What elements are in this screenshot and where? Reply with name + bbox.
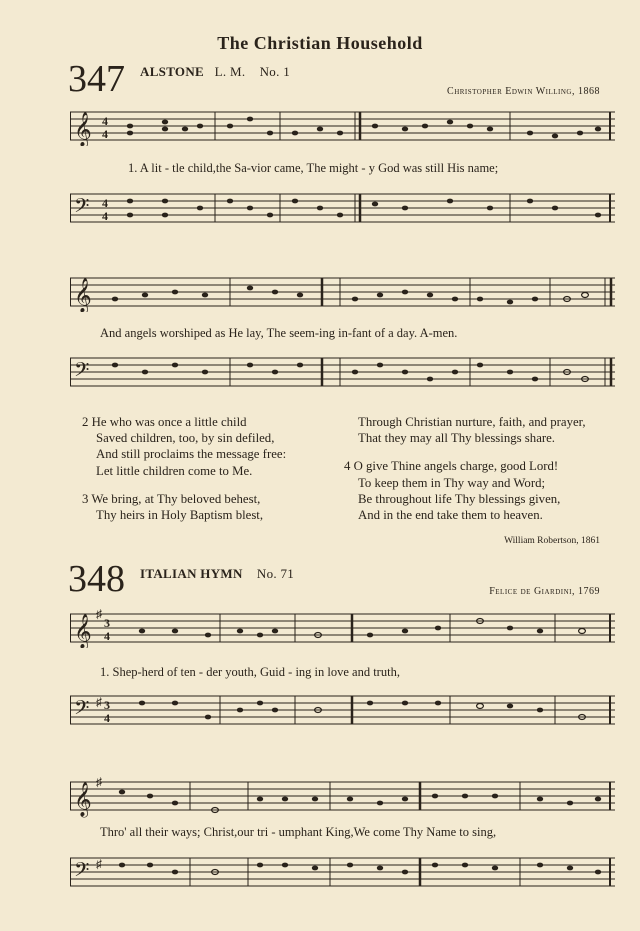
svg-text:𝄢: 𝄢 <box>74 860 90 886</box>
music-notation <box>70 270 618 312</box>
verse-line: 4 O give Thine angels charge, good Lord! <box>344 459 559 474</box>
composer-348: Felice de Giardini, 1769 <box>489 586 600 597</box>
svg-text:4: 4 <box>104 629 110 643</box>
hymn-number-348: 348 <box>68 558 125 600</box>
lyric-347-line2: And angels worshiped as He lay, The seem-ing in-fant of a day. A-men. <box>100 326 458 340</box>
tune-name: ALSTONE <box>140 64 204 79</box>
svg-text:4: 4 <box>102 114 108 128</box>
verse-line: Saved children, too, by sin defiled, <box>96 431 275 446</box>
svg-text:𝄢: 𝄢 <box>74 698 90 724</box>
staff-347-1-treble <box>70 104 618 146</box>
svg-text:♯: ♯ <box>96 607 102 621</box>
music-notation <box>70 686 618 736</box>
verse-line: Thy heirs in Holy Baptism blest, <box>96 508 264 523</box>
verse-line: Through Christian nurture, faith, and prayer, <box>358 415 586 429</box>
staff-348-2-treble <box>70 772 618 818</box>
svg-text:4: 4 <box>102 196 108 210</box>
verse-line: 2 He who was once a little child <box>82 415 247 429</box>
staff-348-1-bass <box>70 686 618 736</box>
svg-text:4: 4 <box>102 209 108 223</box>
staff-347-2-treble <box>70 270 618 312</box>
staff-347-1-bass <box>70 186 618 230</box>
svg-text:𝄢: 𝄢 <box>74 360 90 386</box>
staff-348-2-bass <box>70 848 618 896</box>
music-notation <box>70 604 618 648</box>
music-notation <box>70 350 618 394</box>
staff-348-1-treble <box>70 604 618 648</box>
hymn-number-347: 347 <box>68 58 125 100</box>
svg-text:𝄞: 𝄞 <box>74 279 92 312</box>
author-347: William Robertson, 1861 <box>504 536 600 546</box>
tune-line-348 <box>140 566 294 582</box>
verse-line: And still proclaims the message free: <box>96 447 287 462</box>
svg-text:3: 3 <box>104 698 110 712</box>
meter: L. M. <box>214 64 246 79</box>
tune-number: No. 1 <box>259 64 290 79</box>
verse-line: That they may all Thy blessings share. <box>358 431 556 446</box>
svg-text:𝄞: 𝄞 <box>74 615 92 648</box>
verse-line: Let little children come to Me. <box>96 463 253 478</box>
svg-text:4: 4 <box>104 711 110 725</box>
composer-347: Christopher Edwin Willing, 1868 <box>447 86 600 97</box>
music-notation <box>70 772 618 818</box>
verse-gap <box>344 446 586 458</box>
verses-right <box>344 414 586 523</box>
verse-gap <box>82 479 286 491</box>
music-notation <box>70 186 618 230</box>
svg-text:♯: ♯ <box>96 775 102 789</box>
svg-text:♯: ♯ <box>96 695 102 709</box>
music-notation <box>70 848 618 896</box>
svg-text:𝄢: 𝄢 <box>74 196 90 222</box>
svg-text:𝄞: 𝄞 <box>74 112 92 146</box>
staff-347-2-bass <box>70 350 618 394</box>
verse-line: And in the end take them to heaven. <box>358 508 543 523</box>
svg-text:4: 4 <box>102 127 108 141</box>
verse-line: Be throughout life Thy blessings given, <box>358 491 561 506</box>
tune-line-347 <box>140 64 290 80</box>
svg-text:♯: ♯ <box>96 857 102 871</box>
music-notation <box>70 104 618 146</box>
tune-number: No. 71 <box>256 566 295 581</box>
svg-text:3: 3 <box>104 616 110 630</box>
tune-name: ITALIAN HYMN <box>140 566 243 581</box>
verse-line: 3 We bring, at Thy beloved behest, <box>82 491 261 506</box>
verses-left <box>82 414 286 523</box>
page-header: The Christian Household <box>217 33 423 53</box>
lyric-347-line1: 1. A lit - tle child,the Sa-vior came, The might - y God was still His name; <box>128 161 499 175</box>
lyric-348-line2: Thro' all their ways; Christ,our tri - umphant King,We come Thy Name to sing, <box>100 825 497 839</box>
verse-line: To keep them in Thy way and Word; <box>358 475 546 490</box>
lyric-348-line1: 1. Shep-herd of ten - der youth, Guid - ing in love and truth, <box>100 665 400 679</box>
svg-text:𝄞: 𝄞 <box>74 783 92 816</box>
